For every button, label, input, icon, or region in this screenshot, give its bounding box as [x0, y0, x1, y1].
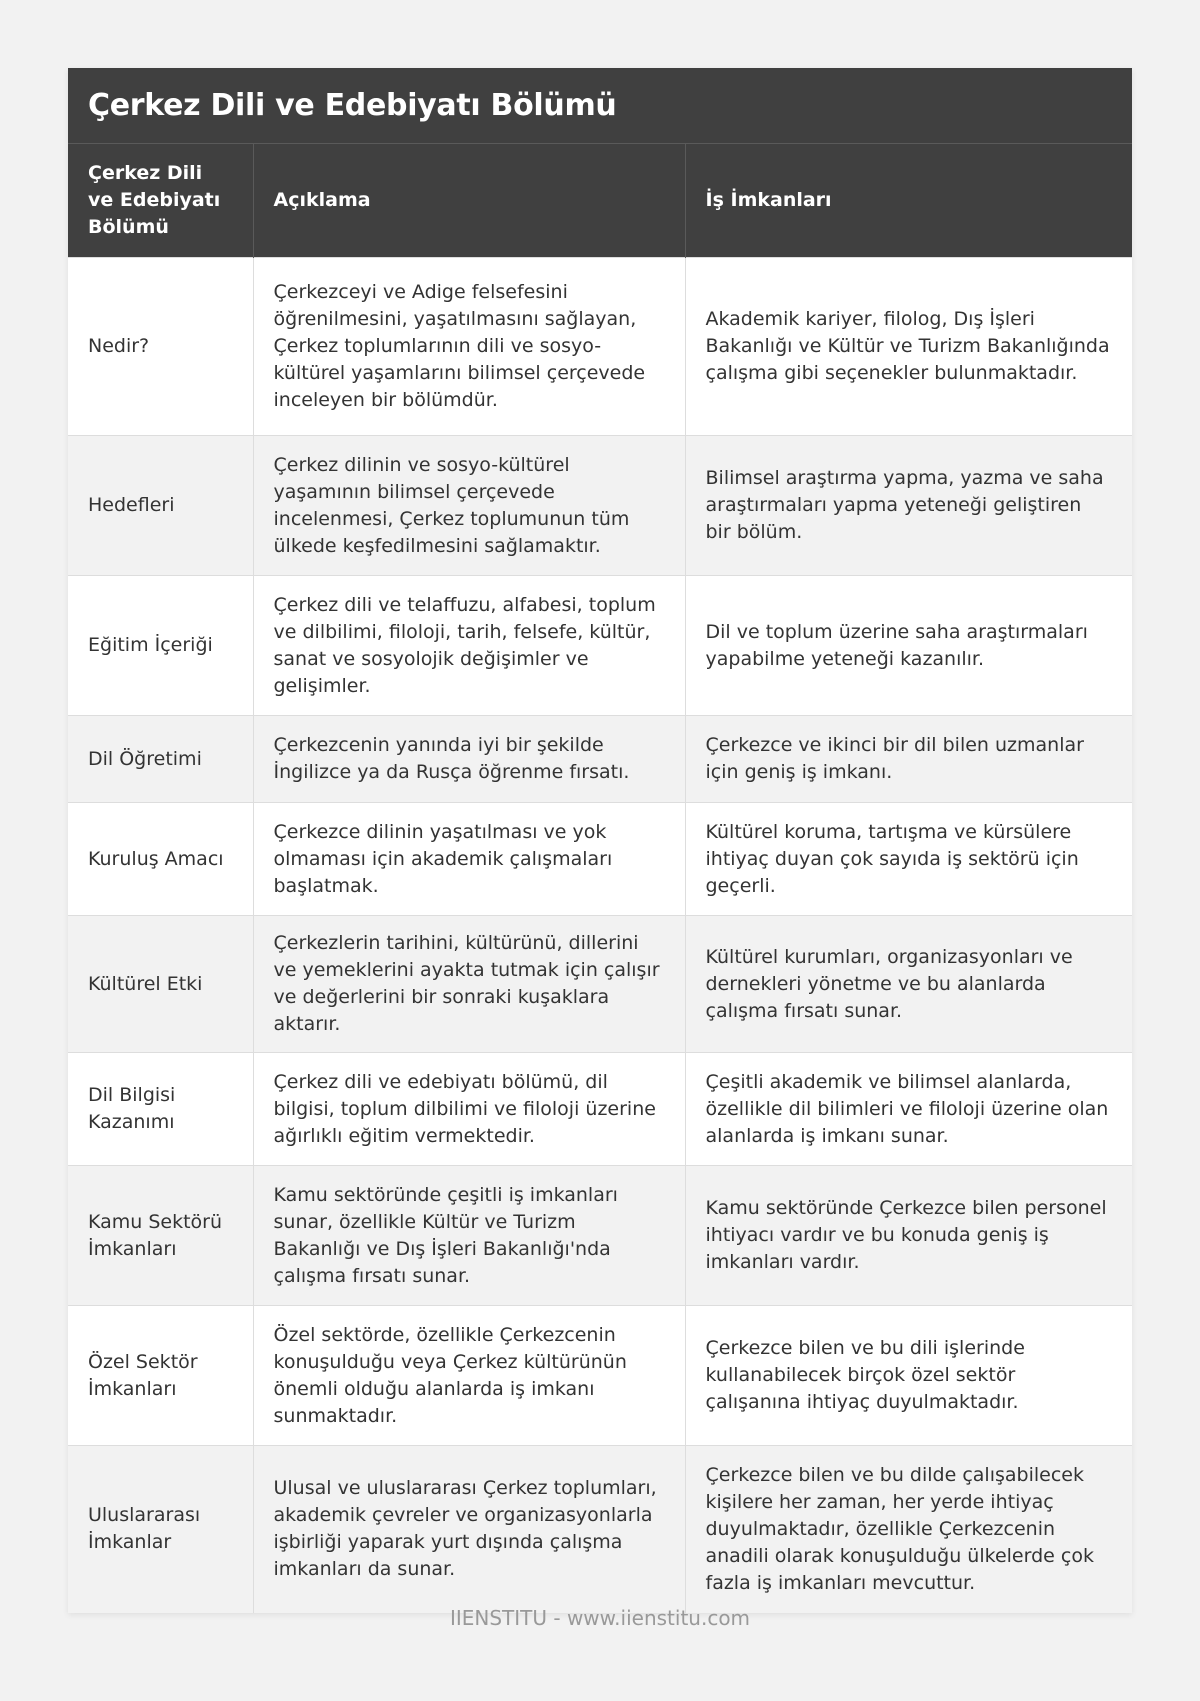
row-job-opportunities: Kamu sektöründe Çerkezce bilen personel ihtiyacı vardır ve bu konuda geniş iş imkanları vardır.: [685, 1166, 1132, 1306]
row-job-opportunities: Çeşitli akademik ve bilimsel alanlarda, özellikle dil bilimleri ve filoloji üzerine olan alanlarda iş imkanı sunar.: [685, 1053, 1132, 1166]
table-row: [68, 436, 1132, 576]
row-job-opportunities: Çerkezce bilen ve bu dilde çalışabilecek kişilere her zaman, her yerde ihtiyaç duyulmaktadır, özellikle Çerkezcenin anadili olarak konuşulduğu ülkelerde çok fazla iş imkanları mevcuttur.: [685, 1446, 1132, 1613]
row-job-opportunities: Kültürel kurumları, organizasyonları ve dernekleri yönetme ve bu alanlarda çalışma fırsatı sunar.: [685, 916, 1132, 1053]
row-topic: Dil Öğretimi: [68, 716, 253, 803]
row-description: Ulusal ve uluslararası Çerkez toplumları, akademik çevreler ve organizasyonlarla işbirliği yaparak yurt dışında çalışma imkanları da sunar.: [253, 1446, 685, 1613]
row-job-opportunities: Çerkezce ve ikinci bir dil bilen uzmanlar için geniş iş imkanı.: [685, 716, 1132, 803]
info-table: [68, 143, 1132, 1613]
row-topic: Uluslararası İmkanlar: [68, 1446, 253, 1613]
row-description: Çerkezcenin yanında iyi bir şekilde İngilizce ya da Rusça öğrenme fırsatı.: [253, 716, 685, 803]
row-description: Çerkez dili ve telaffuzu, alfabesi, toplum ve dilbilimi, filoloji, tarih, felsefe, kültür, sanat ve sosyolojik değişimler ve gelişimler.: [253, 576, 685, 716]
table-row: [68, 258, 1132, 436]
table-row: [68, 1446, 1132, 1613]
row-topic: Kuruluş Amacı: [68, 803, 253, 916]
table-row: [68, 1053, 1132, 1166]
row-job-opportunities: Bilimsel araştırma yapma, yazma ve saha araştırmaları yapma yeteneği geliştiren bir bölüm.: [685, 436, 1132, 576]
column-header-topic: Çerkez Dili ve Edebiyatı Bölümü: [68, 144, 253, 258]
row-topic: Özel Sektör İmkanları: [68, 1306, 253, 1446]
row-description: Çerkezlerin tarihini, kültürünü, dillerini ve yemeklerini ayakta tutmak için çalışır ve değerlerini bir sonraki kuşaklara aktarır.: [253, 916, 685, 1053]
row-description: Çerkez dili ve edebiyatı bölümü, dil bilgisi, toplum dilbilimi ve filoloji üzerine ağırlıklı eğitim vermektedir.: [253, 1053, 685, 1166]
table-row: [68, 1306, 1132, 1446]
row-job-opportunities: Kültürel koruma, tartışma ve kürsülere ihtiyaç duyan çok sayıda iş sektörü için geçerli.: [685, 803, 1132, 916]
table-row: [68, 576, 1132, 716]
table-row: [68, 916, 1132, 1053]
row-job-opportunities: Çerkezce bilen ve bu dili işlerinde kullanabilecek birçok özel sektör çalışanına ihtiyaç duyulmaktadır.: [685, 1306, 1132, 1446]
row-job-opportunities: Dil ve toplum üzerine saha araştırmaları yapabilme yeteneği kazanılır.: [685, 576, 1132, 716]
row-description: Çerkezce dilinin yaşatılması ve yok olmaması için akademik çalışmaları başlatmak.: [253, 803, 685, 916]
column-header-job-opportunities: İş İmkanları: [685, 144, 1132, 258]
table-title: Çerkez Dili ve Edebiyatı Bölümü: [68, 68, 1132, 143]
table-row: [68, 716, 1132, 803]
column-header-description: Açıklama: [253, 144, 685, 258]
row-job-opportunities: Akademik kariyer, filolog, Dış İşleri Bakanlığı ve Kültür ve Turizm Bakanlığında çalışma gibi seçenekler bulunmaktadır.: [685, 258, 1132, 436]
row-topic: Kültürel Etki: [68, 916, 253, 1053]
row-topic: Nedir?: [68, 258, 253, 436]
row-description: Çerkez dilinin ve sosyo-kültürel yaşamının bilimsel çerçevede incelenmesi, Çerkez toplumunun tüm ülkede keşfedilmesini sağlamaktır.: [253, 436, 685, 576]
row-topic: Dil Bilgisi Kazanımı: [68, 1053, 253, 1166]
row-description: Çerkezceyi ve Adige felsefesini öğrenilmesini, yaşatılmasını sağlayan, Çerkez toplumlarının dili ve sosyo-kültürel yaşamlarını bilimsel çerçevede inceleyen bir bölümdür.: [253, 258, 685, 436]
row-topic: Kamu Sektörü İmkanları: [68, 1166, 253, 1306]
row-topic: Hedefleri: [68, 436, 253, 576]
table-row: [68, 1166, 1132, 1306]
table-row: [68, 803, 1132, 916]
footer-source: IIENSTITU - www.iienstitu.com: [449, 1606, 751, 1630]
row-description: Kamu sektöründe çeşitli iş imkanları sunar, özellikle Kültür ve Turizm Bakanlığı ve Dış İşleri Bakanlığı'nda çalışma fırsatı sunar.: [253, 1166, 685, 1306]
table-card: [68, 68, 1132, 1613]
row-description: Özel sektörde, özellikle Çerkezcenin konuşulduğu veya Çerkez kültürünün önemli olduğu alanlarda iş imkanı sunmaktadır.: [253, 1306, 685, 1446]
header-row: [68, 144, 1132, 258]
row-topic: Eğitim İçeriği: [68, 576, 253, 716]
